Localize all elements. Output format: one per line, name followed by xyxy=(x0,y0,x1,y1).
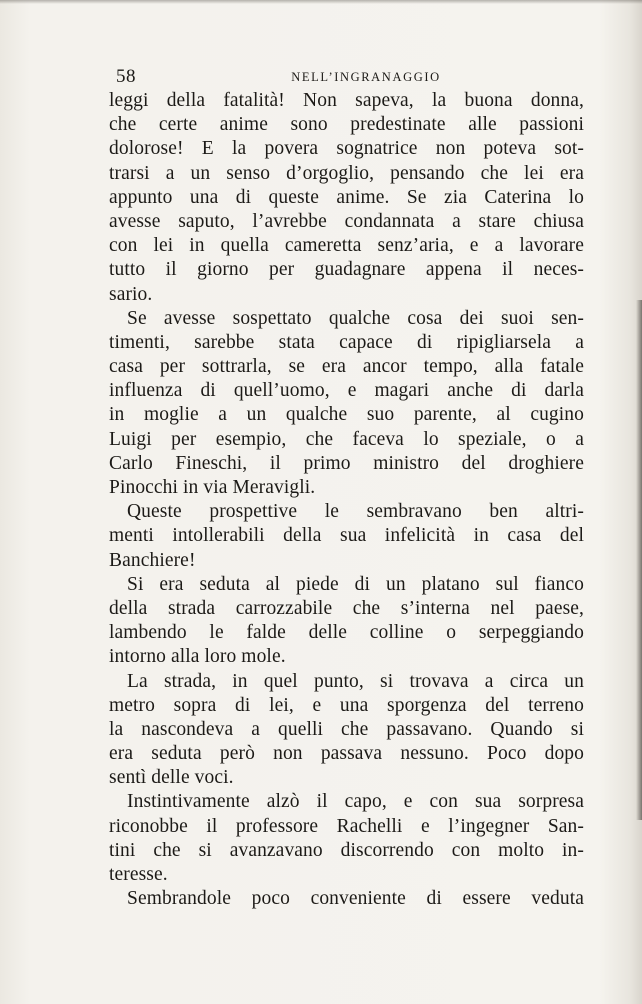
text-line: Si era seduta al piede di un platano sul fianco xyxy=(127,573,584,595)
text-line: Banchiere! xyxy=(109,549,196,571)
text-line: Luigi per esempio, che faceva lo speziale, o a xyxy=(109,428,584,450)
text-line: Queste prospettive le sembravano ben altri- xyxy=(127,501,584,523)
text-line: che certe anime sono predestinate alle passioni xyxy=(109,114,584,136)
text-line: Sembrandole poco conveniente di essere veduta xyxy=(127,888,584,910)
text-line: tutto il giorno per guadagnare appena il neces- xyxy=(109,259,584,281)
text-line: metro sopra di lei, e una sporgenza del terreno xyxy=(109,694,584,716)
text-line: intorno alla loro mole. xyxy=(109,646,286,668)
text-line: Se avesse sospettato qualche cosa dei suoi sen- xyxy=(127,307,584,329)
text-line: lambendo le falde delle colline o serpeggiando xyxy=(109,622,584,644)
page-binding-shadow xyxy=(636,300,642,820)
text-line: con lei in quella cameretta senz’aria, e a lavorare xyxy=(109,235,584,257)
text-line: riconobbe il professore Rachelli e l’ingegner San- xyxy=(109,815,584,837)
text-line: sario. xyxy=(109,283,153,305)
text-line: sentì delle voci. xyxy=(109,767,234,789)
page-header xyxy=(116,66,586,88)
running-title: NELL’INGRANAGGIO xyxy=(291,70,441,84)
text-line: avesse saputo, l’avrebbe condannata a stare chiusa xyxy=(109,210,584,232)
text-line: menti intollerabili della sua infelicità in casa del xyxy=(109,525,584,547)
text-line: Instintivamente alzò il capo, e con sua sorpresa xyxy=(127,791,584,813)
text-line: la nascondeva a quelli che passavano. Quando si xyxy=(109,718,584,740)
text-line: timenti, sarebbe stata capace di ripigliarsela a xyxy=(109,331,584,353)
page-top-shadow xyxy=(0,0,642,4)
text-line: Pinocchi in via Meravigli. xyxy=(109,477,316,498)
text-line: in moglie a un qualche suo parente, al cugino xyxy=(109,404,584,426)
text-line: influenza di quell’uomo, e magari anche di darla xyxy=(109,380,584,402)
text-line: teresse. xyxy=(109,864,168,885)
text-line: dolorose! E la povera sognatrice non poteva sot- xyxy=(109,138,584,160)
text-line: era seduta però non passava nessuno. Poco dopo xyxy=(109,743,584,765)
text-line: Carlo Fineschi, il primo ministro del droghiere xyxy=(109,452,584,474)
text-line: trarsi a un senso d’orgoglio, pensando che lei era xyxy=(109,162,584,184)
page-number: 58 xyxy=(116,66,136,87)
text-line: leggi della fatalità! Non sapeva, la buona donna, xyxy=(109,90,584,111)
text-line: tini che si avanzavano discorrendo con molto in- xyxy=(109,839,584,861)
text-line: della strada carrozzabile che s’interna nel paese, xyxy=(109,597,584,619)
text-line: casa per sottrarla, se era ancor tempo, alla fatale xyxy=(109,356,584,378)
body-text xyxy=(109,89,584,911)
text-line: La strada, in quel punto, si trovava a circa un xyxy=(127,670,584,692)
text-line: appunto una di queste anime. Se zia Caterina lo xyxy=(109,186,584,208)
